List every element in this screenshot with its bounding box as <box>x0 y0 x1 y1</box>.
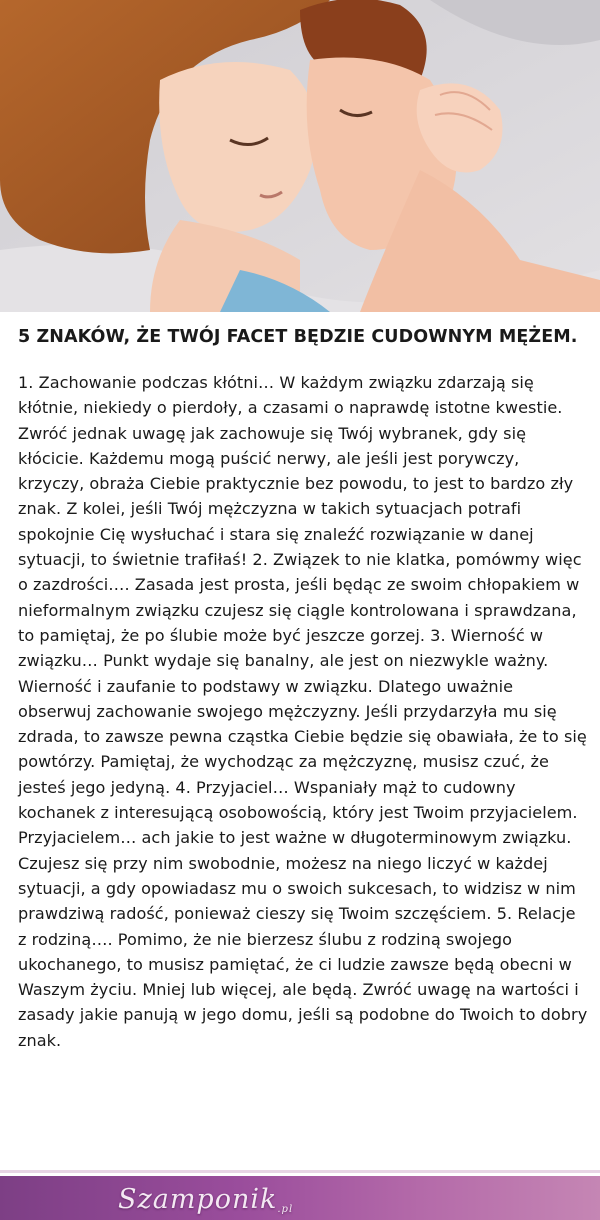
article-title: 5 ZNAKÓW, ŻE TWÓJ FACET BĘDZIE CUDOWNYM MĘŻEM. <box>18 327 578 347</box>
footer-divider <box>0 1170 600 1173</box>
couple-illustration-icon <box>0 0 600 312</box>
footer-banner <box>0 1176 600 1220</box>
hero-image <box>0 0 600 312</box>
site-logo-text: Szamponik <box>118 1184 278 1215</box>
site-logo[interactable] <box>118 1184 293 1215</box>
site-logo-suffix: .pl <box>277 1204 294 1215</box>
article-body: 1. Zachowanie podczas kłótni… W każdym związku zdarzają się kłótnie, niekiedy o pierdoły, a czasami o naprawdę istotne kwestie. Zwróć jednak uwagę jak zachowuje się Twój wybranek, gdy się kłócicie. Każdemu mogą puścić nerwy, ale jeśli jest porywczy, krzyczy, obraża Ciebie praktycznie bez powodu, to jest to bardzo zły znak. Z kolei, jeśli Twój mężczyzna w takich sytuacjach potrafi spokojnie Cię wysłuchać i stara się znaleźć rozwiązanie w danej sytuacji, to świetnie trafiłaś! 2. Związek to nie klatka, pomówmy więc o zazdrości…. Zasada jest prosta, jeśli będąc ze swoim chłopakiem w nieformalnym związku czujesz się ciągle kontrolowana i sprawdzana, to pamiętaj, że po ślubie może być jeszcze gorzej. 3. Wierność w związku… Punkt wydaje się banalny, ale jest on niezwykle ważny. Wierność i zaufanie to podstawy w związku. Dlatego uważnie obserwuj zachowanie swojego mężczyzny. Jeśli przydarzyła mu się zdrada, to zawsze pewna cząstka Ciebie będzie się obawiała, że to się powtórzy. Pamiętaj, że wychodząc za mężczyznę, musisz czuć, że jesteś jego jedyną. 4. Przyjaciel… Wspaniały mąż to cudowny kochanek z interesującą osobowością, który jest Twoim przyjacielem. Przyjacielem… ach jakie to jest ważne w długoterminowym związku. Czujesz się przy nim swobodnie, możesz na niego liczyć w każdej sytuacji, a gdy opowiadasz mu o swoich sukcesach, to widzisz w nim prawdziwą radość, ponieważ cieszy się Twoim szczęściem. 5. Relacje z rodziną…. Pomimo, że nie bierzesz ślubu z rodziną swojego ukochanego, to musisz pamiętać, że ci ludzie zawsze będą obecni w Waszym życiu. Mniej lub więcej, ale będą. Zwróć uwagę na wartości i zasady jakie panują w jego domu, jeśli są podobne do Twoich to dobry znak. <box>18 373 588 1050</box>
article <box>18 325 588 1053</box>
